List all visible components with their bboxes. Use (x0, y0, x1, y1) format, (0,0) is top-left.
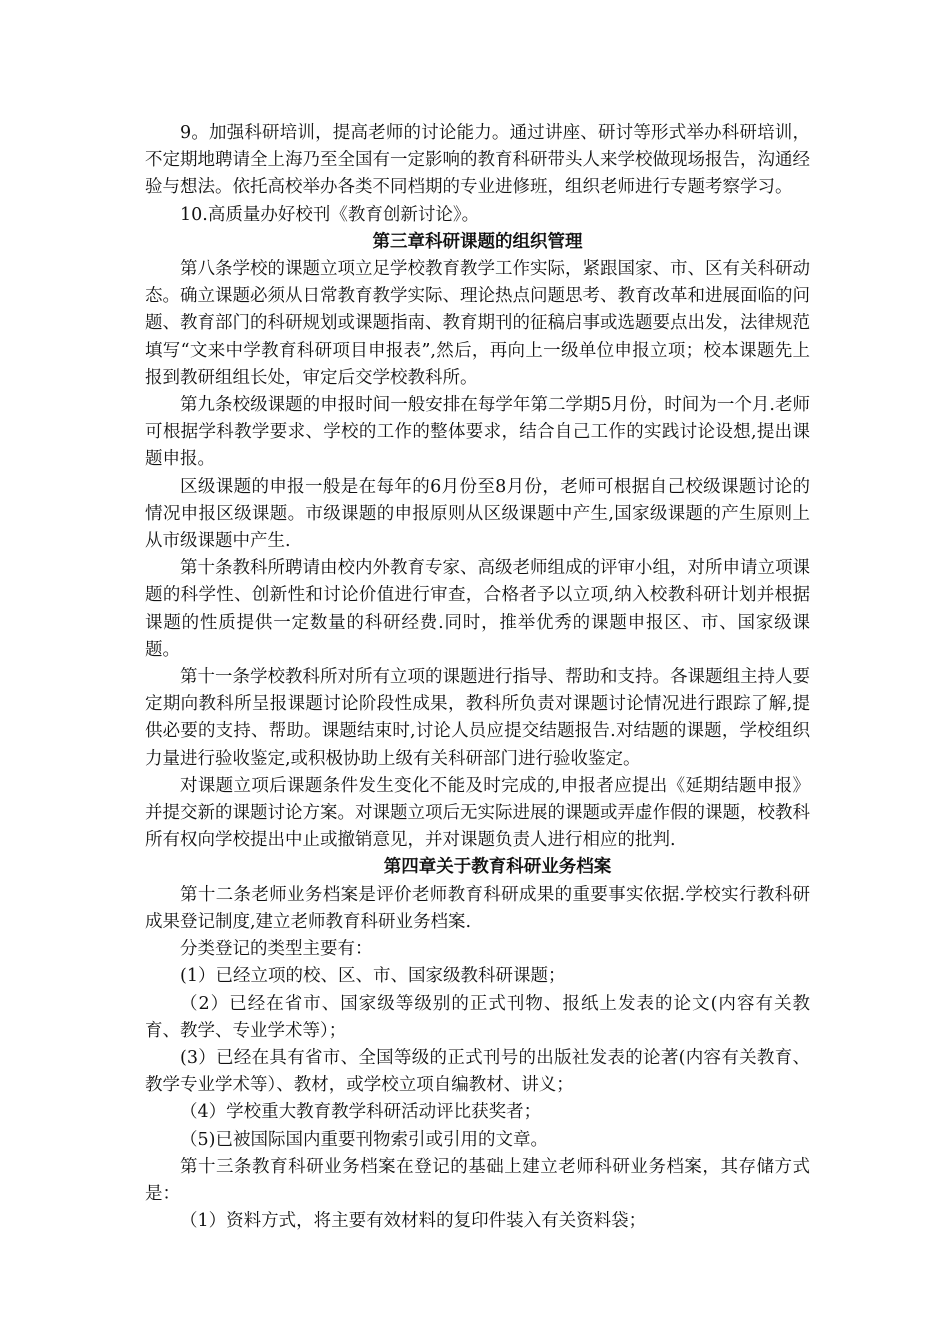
category-item-1: (1）已经立项的校、区、市、国家级教科研课题； (180, 966, 566, 987)
article-13-paragraph: 第十三条教育科研业务档案在登记的基础上建立老师科研业务档案，其存储方式是： (145, 1156, 810, 1204)
document-body (145, 120, 810, 1235)
district-project-paragraph: 区级课题的申报一般是在每年的6月份至8月份，老师可根据自己校级课题讨论的情况申报区级课题。市级课题的申报原则从区级课题中产生,国家级课题的产生原则上从市级课题中产生. (145, 476, 810, 552)
category-intro-paragraph: 分类登记的类型主要有： (180, 939, 373, 960)
category-item-5: （5)已被国际国内重要刊物索引或引用的文章。 (180, 1129, 548, 1150)
project-change-paragraph: 对课题立项后课题条件发生变化不能及时完成的,申报者应提出《延期结题申报》并提交新的课题讨论方案。对课题立项后无实际进展的课题或弄虚作假的课题，校教科所有权向学校提出中止或撤销意见，并对课题负责人进行相应的批判. (145, 775, 810, 851)
category-item-4: （4）学校重大教育教学科研活动评比获奖者； (180, 1102, 542, 1123)
chapter-3-heading: 第三章科研课题的组织管理 (372, 231, 583, 252)
storage-method-item-1: （1）资料方式，将主要有效材料的复印件装入有关资料袋； (180, 1211, 647, 1232)
article-12-paragraph: 第十二条老师业务档案是评价老师教育科研成果的重要事实依据.学校实行教科研成果登记制度,建立老师教育科研业务档案. (145, 884, 810, 932)
article-11-paragraph: 第十一条学校教科所对所有立项的课题进行指导、帮助和支持。各课题组主持人要定期向教科所呈报课题讨论阶段性成果，教科所负责对课题讨论情况进行跟踪了解,提供必要的支持、帮助。课题结束时,讨论人员应提交结题报告.对结题的课题，学校组织力量进行验收鉴定,或积极协助上级有关科研部门进行验收鉴定。 (145, 667, 810, 769)
category-item-3: (3）已经在具有省市、全国等级的正式刊号的出版社发表的论著(内容有关教育、教学专业学术等）、教材，或学校立项自编教材、讲义； (145, 1047, 810, 1096)
article-9-paragraph: 第九条校级课题的申报时间一般安排在每学年第二学期5月份，时间为一个月.老师可根据学科教学要求、学校的工作的整体要求，结合自己工作的实践讨论设想,提出课题申报。 (145, 395, 810, 470)
chapter-4-heading: 第四章关于教育科研业务档案 (383, 857, 612, 878)
paragraph-item-9: 9。加强科研培训，提高老师的讨论能力。通过讲座、研讨等形式举办科研培训，不定期地聘请全上海乃至全国有一定影响的教育科研带头人来学校做现场报告，沟通经验与想法。依托高校举办各类不同档期的专业进修班，组织老师进行专题考察学习。 (145, 123, 810, 198)
article-8-paragraph: 第八条学校的课题立项立足学校教育教学工作实际，紧跟国家、市、区有关科研动态。确立课题必须从日常教育教学实际、理论热点问题思考、教育改革和进展面临的问题、教育部门的科研规划或课题指南、教育期刊的征稿启事或选题要点出发，法律规范填写“文来中学教育科研项目申报表”,然后，再向上一级单位申报立项；校本课题先上报到教研组组长处，审定后交学校教科所。 (145, 259, 810, 388)
article-10-paragraph: 第十条教科所聘请由校内外教育专家、高级老师组成的评审小组，对所申请立项课题的科学性、创新性和讨论价值进行审查，合格者予以立项,纳入校教科研计划并根据课题的性质提供一定数量的科研经费.同时，推举优秀的课题申报区、市、国家级课题。 (145, 558, 810, 660)
category-item-2: （2）已经在省市、国家级等级别的正式刊物、报纸上发表的论文(内容有关教育、教学、专业学术等）； (145, 993, 810, 1041)
paragraph-item-10: 10.高质量办好校刊《教育创新讨论》。 (180, 204, 480, 225)
